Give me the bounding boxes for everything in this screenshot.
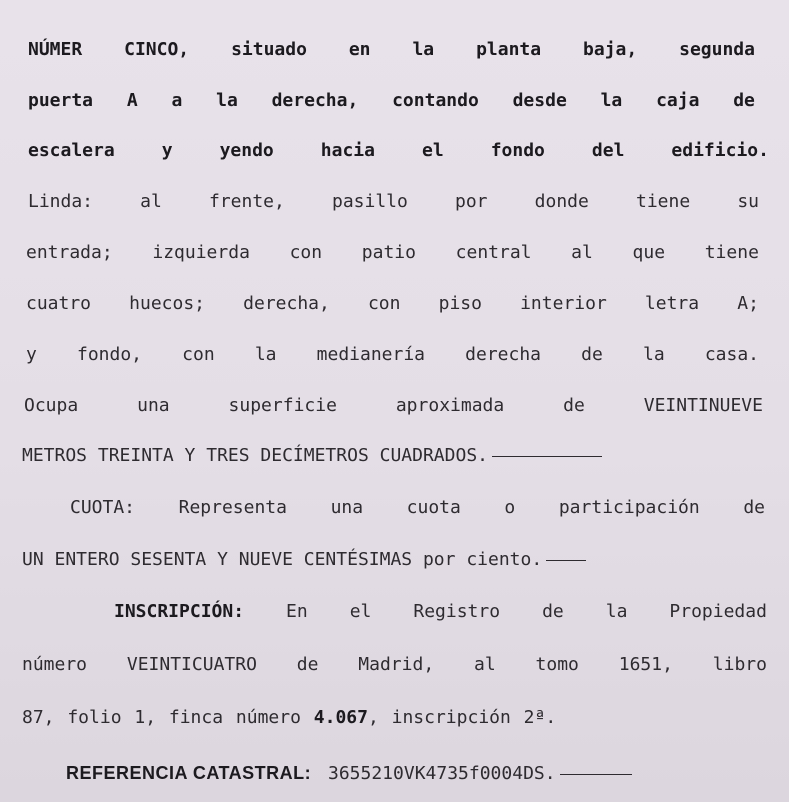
description-line-7 xyxy=(26,343,759,367)
word: CINCO, xyxy=(124,39,190,60)
word: contando xyxy=(392,90,479,111)
word: hacia xyxy=(320,140,375,161)
word: derecha, xyxy=(271,90,359,111)
word: de xyxy=(581,344,603,365)
referencia-value: 3655210VK4735f0004DS. xyxy=(328,763,556,784)
word: caja xyxy=(656,90,700,111)
word: y xyxy=(26,344,37,365)
word: libro xyxy=(712,654,767,675)
description-line-2 xyxy=(28,89,755,113)
word: A xyxy=(126,90,138,111)
word: de xyxy=(296,654,319,675)
description-line-9 xyxy=(22,444,789,468)
word: Representa xyxy=(178,497,287,518)
word: del xyxy=(591,140,625,161)
word: A; xyxy=(737,293,759,314)
description-line-4 xyxy=(28,190,759,214)
word: NÚMER xyxy=(28,39,83,60)
word: 1651, xyxy=(618,654,673,675)
word: de xyxy=(743,497,765,518)
word: el xyxy=(421,140,444,161)
word: Madrid, xyxy=(358,654,435,675)
word: de xyxy=(542,601,564,622)
inscripcion-line-2 xyxy=(22,653,767,677)
word: o xyxy=(504,497,516,518)
word: interior xyxy=(520,293,607,314)
word: cuota xyxy=(406,497,461,518)
finca-number: 4.067 xyxy=(313,707,368,728)
word: que xyxy=(632,242,666,263)
word: medianería xyxy=(316,344,426,365)
word: el xyxy=(349,601,372,622)
inscripcion-label: INSCRIPCIÓN: xyxy=(114,601,245,622)
word: izquierda xyxy=(152,242,250,263)
word: baja, xyxy=(583,39,638,60)
word: frente, xyxy=(209,191,285,212)
word: pasillo xyxy=(332,191,408,212)
word: entrada; xyxy=(26,242,113,263)
word: tiene xyxy=(704,242,759,263)
word: central xyxy=(455,242,532,263)
word: la xyxy=(254,344,277,365)
word: casa. xyxy=(704,344,759,365)
inscripcion-line-1 xyxy=(114,600,767,624)
word: la xyxy=(600,90,623,111)
word: una xyxy=(137,395,170,416)
word: al xyxy=(474,654,496,675)
word: piso xyxy=(438,293,482,314)
word: cuatro xyxy=(26,293,92,314)
description-line-3 xyxy=(28,139,769,163)
word: fondo, xyxy=(76,344,143,365)
word: patio xyxy=(361,242,416,263)
word: CUOTA: xyxy=(70,497,136,518)
fill-rule xyxy=(546,560,586,561)
word: situado xyxy=(231,39,307,60)
inscripcion-line-3 xyxy=(22,706,789,730)
word: de xyxy=(563,395,585,416)
word: con xyxy=(367,293,401,314)
fill-rule xyxy=(492,456,602,457)
word: de xyxy=(733,90,755,111)
cuota-line-1 xyxy=(70,496,765,520)
word: la xyxy=(216,90,238,111)
word: En xyxy=(286,601,308,622)
cuota-line-2 xyxy=(22,548,789,572)
word: Registro xyxy=(413,601,501,622)
word: la xyxy=(642,344,665,365)
word: VEINTINUEVE xyxy=(643,395,763,416)
word: con xyxy=(182,344,215,365)
word: Propiedad xyxy=(669,601,767,622)
word: tiene xyxy=(635,191,691,212)
word: Linda: xyxy=(28,191,94,212)
referencia-label: REFERENCIA CATASTRAL: xyxy=(66,763,312,783)
word: en xyxy=(348,39,371,60)
line-text: 87, folio 1, finca número xyxy=(22,707,314,728)
word: número xyxy=(22,654,88,675)
fill-rule xyxy=(560,774,632,775)
word: tomo xyxy=(535,654,579,675)
line-text: , inscripción 2ª. xyxy=(367,707,557,728)
word: segunda xyxy=(679,39,755,60)
line-text: METROS TREINTA Y TRES DECÍMETROS CUADRADOS. xyxy=(22,445,488,466)
word: yendo xyxy=(219,140,274,161)
word: su xyxy=(737,191,759,212)
word: aproximada xyxy=(395,395,505,416)
word: desde xyxy=(512,90,567,111)
description-line-6 xyxy=(26,292,759,316)
word: por xyxy=(455,191,488,212)
word: derecha, xyxy=(243,293,330,314)
word: huecos; xyxy=(129,293,206,314)
word: la xyxy=(605,601,628,622)
word: y xyxy=(161,140,173,161)
word: superficie xyxy=(228,395,337,416)
word: a xyxy=(171,90,183,111)
word: Ocupa xyxy=(24,395,79,416)
word: una xyxy=(330,497,364,518)
description-line-1 xyxy=(28,38,755,62)
word: al xyxy=(140,191,162,212)
word: edificio. xyxy=(671,140,769,161)
word: donde xyxy=(534,191,589,212)
word: escalera xyxy=(28,140,115,161)
word: la xyxy=(412,39,435,60)
word: puerta xyxy=(28,90,94,111)
word: planta xyxy=(476,39,542,60)
word: letra xyxy=(644,293,700,314)
word: con xyxy=(289,242,323,263)
word: fondo xyxy=(490,140,545,161)
word: al xyxy=(571,242,593,263)
referencia-line xyxy=(66,761,789,786)
word: derecha xyxy=(465,344,542,365)
description-line-5 xyxy=(26,241,759,265)
line-text: UN ENTERO SESENTA Y NUEVE CENTÉSIMAS por ciento. xyxy=(22,549,543,570)
description-line-8 xyxy=(24,394,763,418)
word: participación xyxy=(558,497,700,518)
word: VEINTICUATRO xyxy=(126,654,257,675)
